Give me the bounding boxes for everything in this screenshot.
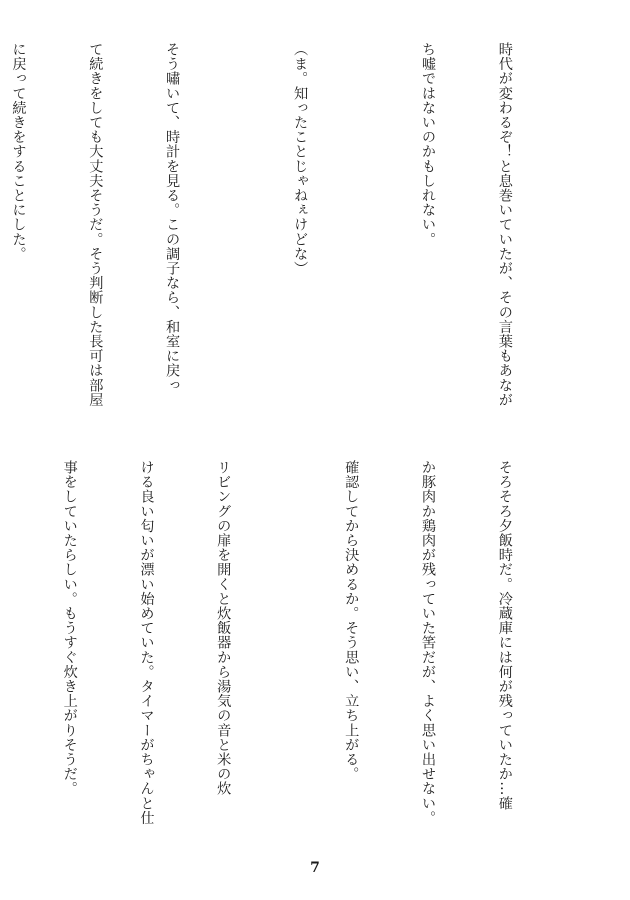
- text-line: ける良い匂いが漂い始めていた。タイマーがちゃんと仕: [138, 460, 155, 825]
- text-line: か豚肉か鶏肉が残っていた筈だが、よく思い出せない。: [420, 460, 437, 825]
- text-line: リビングの扉を開くと炊飯器から湯気の音と米の炊: [215, 460, 232, 796]
- text-line: に戻って続きをすることにした。: [10, 42, 27, 261]
- text-line: 確認してから決めるか。そう思い、立ち上がる。: [343, 460, 360, 782]
- text-line: て続きをしても大丈夫そうだ。そう判断した長可は部屋: [87, 42, 104, 407]
- text-block-bottom: [0, 460, 568, 825]
- text-line: （ま。知ったことじゃねぇけどな）: [292, 42, 309, 276]
- text-line: 時代が変わるぞ！と息巻いていたが、その言葉もあなが: [496, 42, 513, 407]
- text-line: ち嘘ではないのかもしれない。: [420, 42, 437, 247]
- text-line: そろそろ夕飯時だ。冷蔵庫には何が残っていたか…確: [496, 460, 513, 811]
- text-line: 事をしていたらしい。もうすぐ炊き上がりそうだ。: [61, 460, 78, 796]
- text-block-top: [0, 42, 568, 407]
- text-line: そう嘯いて、時計を見る。この調子なら、和室に戻っ: [164, 42, 181, 393]
- page-number: 7: [310, 860, 320, 876]
